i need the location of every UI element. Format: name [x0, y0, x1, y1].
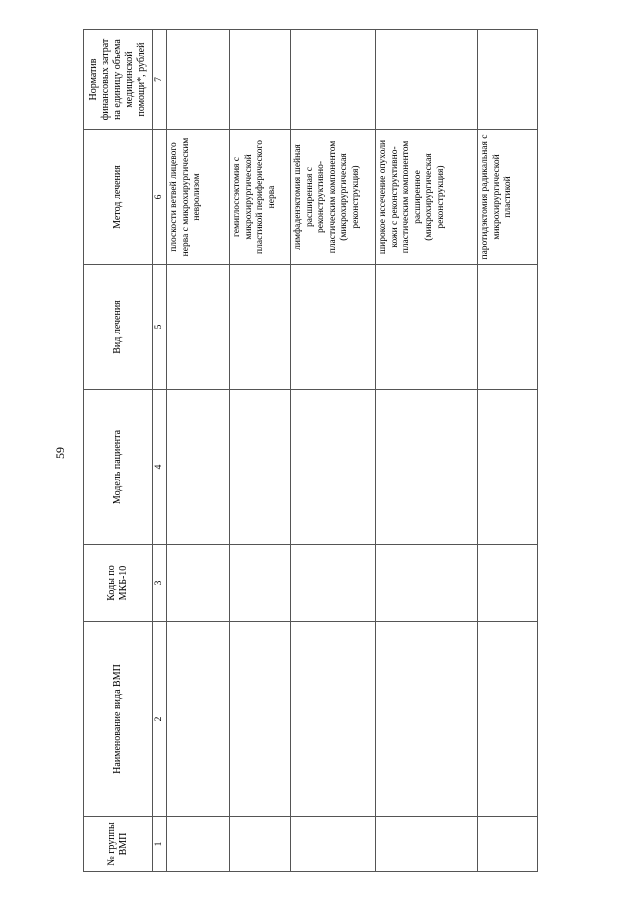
- table-row: [376, 30, 478, 872]
- column-number: 2: [153, 622, 167, 817]
- table-row: [291, 30, 376, 872]
- header-treatment-method: Метод лечения: [84, 130, 153, 265]
- header-cost-standard: Норматив финансовых затрат на единицу объема медицинской помощи*, рублей: [84, 30, 153, 130]
- cell-empty: [167, 30, 230, 130]
- column-number: 3: [153, 545, 167, 622]
- table-row: [230, 30, 291, 872]
- cell-empty: [230, 390, 291, 545]
- cell-empty: [230, 817, 291, 872]
- cell-empty: [167, 817, 230, 872]
- cell-treatment-method: гемиглоссэктомия с микрохирургической пластикой периферического нерва: [230, 130, 291, 265]
- cell-empty: [376, 545, 478, 622]
- column-number: 7: [153, 30, 167, 130]
- cell-treatment-method: лимфаденэктомия шейная расширенная с реконструктивно-пластическим компонентом (микрохирургическая реконструкция): [291, 130, 376, 265]
- cell-empty: [291, 390, 376, 545]
- cell-empty: [167, 265, 230, 390]
- cell-empty: [376, 817, 478, 872]
- vmp-table: [83, 29, 538, 872]
- column-number: 1: [153, 817, 167, 872]
- cell-empty: [230, 622, 291, 817]
- cell-treatment-method: паротидэктомия радикальная с микрохирургической пластикой: [478, 130, 538, 265]
- cell-treatment-method: широкое иссечение опухоли кожи с реконструктивно-пластическим компонентом расширенное (микрохирургическая реконструкция): [376, 130, 478, 265]
- cell-empty: [167, 545, 230, 622]
- cell-empty: [376, 622, 478, 817]
- column-number: 6: [153, 130, 167, 265]
- rotated-table-container: [83, 30, 527, 872]
- header-patient-model: Модель пациента: [84, 390, 153, 545]
- cell-empty: [167, 390, 230, 545]
- header-group-number: № группы ВМП: [84, 817, 153, 872]
- cell-empty: [167, 622, 230, 817]
- column-number-row: [153, 30, 167, 872]
- cell-empty: [376, 265, 478, 390]
- column-number: 4: [153, 390, 167, 545]
- cell-empty: [478, 30, 538, 130]
- cell-empty: [230, 30, 291, 130]
- cell-empty: [478, 817, 538, 872]
- cell-empty: [291, 30, 376, 130]
- header-treatment-type: Вид лечения: [84, 265, 153, 390]
- cell-empty: [478, 545, 538, 622]
- cell-empty: [478, 390, 538, 545]
- cell-empty: [291, 622, 376, 817]
- cell-empty: [478, 622, 538, 817]
- cell-treatment-method: плоскости ветвей лицевого нерва с микрохирургическим невролизом: [167, 130, 230, 265]
- cell-empty: [291, 545, 376, 622]
- table-row: [167, 30, 230, 872]
- cell-empty: [230, 265, 291, 390]
- header-icd-codes: Коды по МКБ-10: [84, 545, 153, 622]
- cell-empty: [376, 390, 478, 545]
- table-row: [478, 30, 538, 872]
- cell-empty: [291, 265, 376, 390]
- page-number: 59: [52, 447, 67, 459]
- cell-empty: [376, 30, 478, 130]
- column-number: 5: [153, 265, 167, 390]
- header-vmp-name: Наименование вида ВМП: [84, 622, 153, 817]
- cell-empty: [291, 817, 376, 872]
- cell-empty: [230, 545, 291, 622]
- cell-empty: [478, 265, 538, 390]
- header-row: [84, 30, 153, 872]
